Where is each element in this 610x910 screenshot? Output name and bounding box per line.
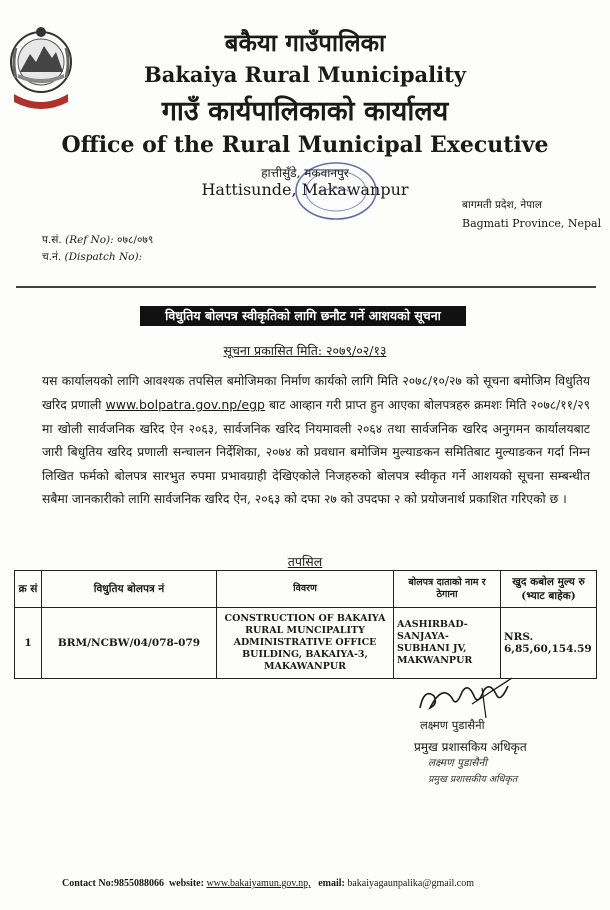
col-amount: खुद कबोल मुल्य रु (भ्याट बाहेक) — [501, 571, 597, 608]
contact-label: Contact No: — [62, 878, 114, 889]
contact-value: 9855088066 — [113, 878, 164, 889]
cell-bid-no: BRM/NCBW/04/078-079 — [42, 608, 217, 679]
notice-body — [42, 370, 590, 511]
ref-value: ०७८/०७९ — [117, 234, 154, 246]
bid-table — [14, 570, 597, 679]
bolpatra-link[interactable]: www.bolpatra.gov.np/egp — [105, 397, 265, 413]
province-en: Bagmati Province, Nepal — [462, 217, 602, 230]
location-en: Hattisunde, Makawanpur — [201, 180, 409, 199]
officer-title: प्रमुख प्रशासकिय अधिकृत — [414, 740, 527, 754]
publish-date: सूचना प्रकासित मिति: २०७९/०२/१३ — [223, 343, 387, 358]
notice-title: विधुतिय बोलपत्र स्वीकृतिको लागि छनौट गर्ने आशयको सूचना — [140, 306, 466, 326]
cell-bidder: AASHIRBAD-SANJAYA-SUBHANI JV, MAKWANPUR — [394, 608, 501, 679]
col-sn: क्र सं — [15, 571, 42, 608]
email-value[interactable]: bakaiyagaunpalika@gmail.com — [347, 878, 475, 889]
office-name-ne: गाउँ कार्यपालिकाको कार्यालय — [161, 96, 449, 127]
notice-body-part-2: बाट आव्हान गरी प्राप्त हुन आएका बोलपत्रहरु क्रमशः मिति २०७८/११/२९ मा खोली सार्वजनिक खरिद ऐन २०६३, सार्वजनिक खरिद नियमावली २०६४ तथा सार्वजनिक खरिद अनुगमन कार्यालयबाट जारी बिधुतिय खरिद प्रणाली सन्चालन निर्देशिका, २०७४ को प्रवधान बमोजिम मुल्याङकन समितिबाट मुल्याङकन गर्दा निम्न लिखित फर्मको बोलपत्र सारभुत रुपमा प्रभावग्राही देखिएकोले निजहरुको बोलपत्र स्वीकृत गर्ने आशयको सूचना सम्बन्धीत सबैमा जानकारीको लागि सार्वजनिक खरिद ऐन, २०६३ को दफा २७ को उपदफा २ को प्रयोजनार्थ प्रकाशित गरिएको छ । — [42, 398, 590, 507]
province-ne: बागमती प्रदेश, नेपाल — [462, 199, 542, 211]
details-heading: तपसिल — [287, 554, 323, 569]
stamp-icon — [290, 160, 382, 222]
website-label: website: — [168, 878, 204, 889]
dispatch-label-ne: च.नं. — [42, 251, 62, 263]
dispatch-label-en: (Dispatch No): — [64, 251, 143, 263]
office-name-en: Office of the Rural Municipal Executive — [61, 132, 549, 158]
ref-label-ne: प.सं. — [42, 234, 62, 246]
stamp-officer-name: लक्ष्मण पुडासैनी — [428, 757, 487, 769]
footer — [62, 878, 474, 889]
cell-sn: 1 — [15, 608, 42, 679]
header-divider — [16, 286, 596, 288]
municipality-name-ne: बकैया गाउँपालिका — [224, 28, 386, 57]
col-bidder: बोलपत्र दाताको नाम र ठेगाना — [394, 571, 501, 608]
website-link[interactable]: www.bakaiyamun.gov.np, — [206, 878, 311, 889]
dispatch-number — [42, 250, 142, 264]
cell-description: CONSTRUCTION OF BAKAIYA RURAL MUNCIPALITY ADMINISTRATIVE OFFICE BUILDING, BAKAIYA-3, MAKAWANPUR — [217, 608, 394, 679]
table-row — [15, 608, 597, 679]
location-ne: हात्तीसुँडे, मकवानपुर — [261, 166, 349, 180]
ref-number — [42, 233, 153, 247]
col-description: विवरण — [217, 571, 394, 608]
ref-label-en: (Ref No): — [65, 234, 114, 246]
cell-amount: NRS. 6,85,60,154.59 — [501, 608, 597, 679]
signature-icon — [412, 674, 522, 724]
email-label: email: — [318, 878, 345, 889]
table-header-row — [15, 571, 597, 608]
stamp-officer-title: प्रमुख प्रशासकीय अधिकृत — [428, 774, 518, 785]
municipality-name-en: Bakaiya Rural Municipality — [144, 62, 466, 87]
officer-name: लक्ष्मण पुडासैनी — [420, 718, 485, 732]
notice-body-part-1: यस कार्यालयको लागि आवश्यक तपसिल बमोजिमका निर्माण कार्यको लागि मिति २०७८/१०/२७ को सूचना बमोजिम विधुतिय खरिद प्रणाली — [42, 374, 590, 413]
col-bid-no: विधुतिय बोलपत्र नं — [42, 571, 217, 608]
